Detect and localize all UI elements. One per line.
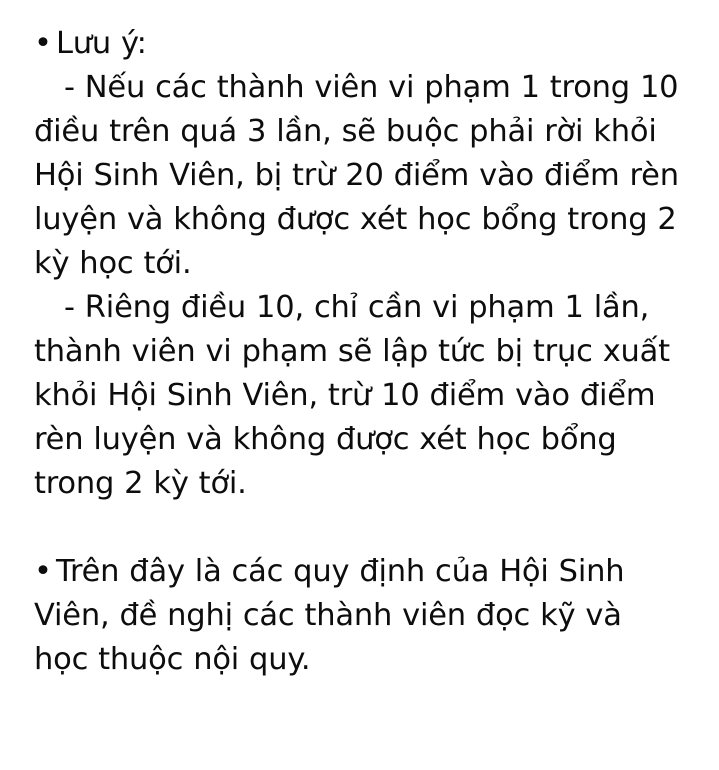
note-item-2: - Riêng điều 10, chỉ cần vi phạm 1 lần, thành viên vi phạm sẽ lập tức bị trục xuất khỏi Hội Sinh Viên, trừ 10 điểm vào điểm rèn luyện và không được xét học bổng trong 2 kỳ tới. (34, 290, 670, 501)
closing-text: Trên đây là các quy định của Hội Sinh Viên, đề nghị các thành viên đọc kỹ và học thuộc nội quy. (34, 554, 625, 677)
section-spacer (34, 506, 685, 550)
bullet-marker-icon: • (34, 26, 52, 61)
closing-section (34, 550, 685, 682)
note-heading-line (34, 22, 685, 66)
note-item-1: - Nếu các thành viên vi phạm 1 trong 10 điều trên quá 3 lần, sẽ buộc phải rời khỏi Hội Sinh Viên, bị trừ 20 điểm vào điểm rèn luyện và không được xét học bổng trong 2 kỳ học tới. (34, 70, 679, 281)
closing-line (34, 550, 685, 682)
note-section (34, 22, 685, 506)
bullet-marker-icon: • (34, 554, 52, 589)
note-heading-text: Lưu ý: (56, 26, 147, 61)
